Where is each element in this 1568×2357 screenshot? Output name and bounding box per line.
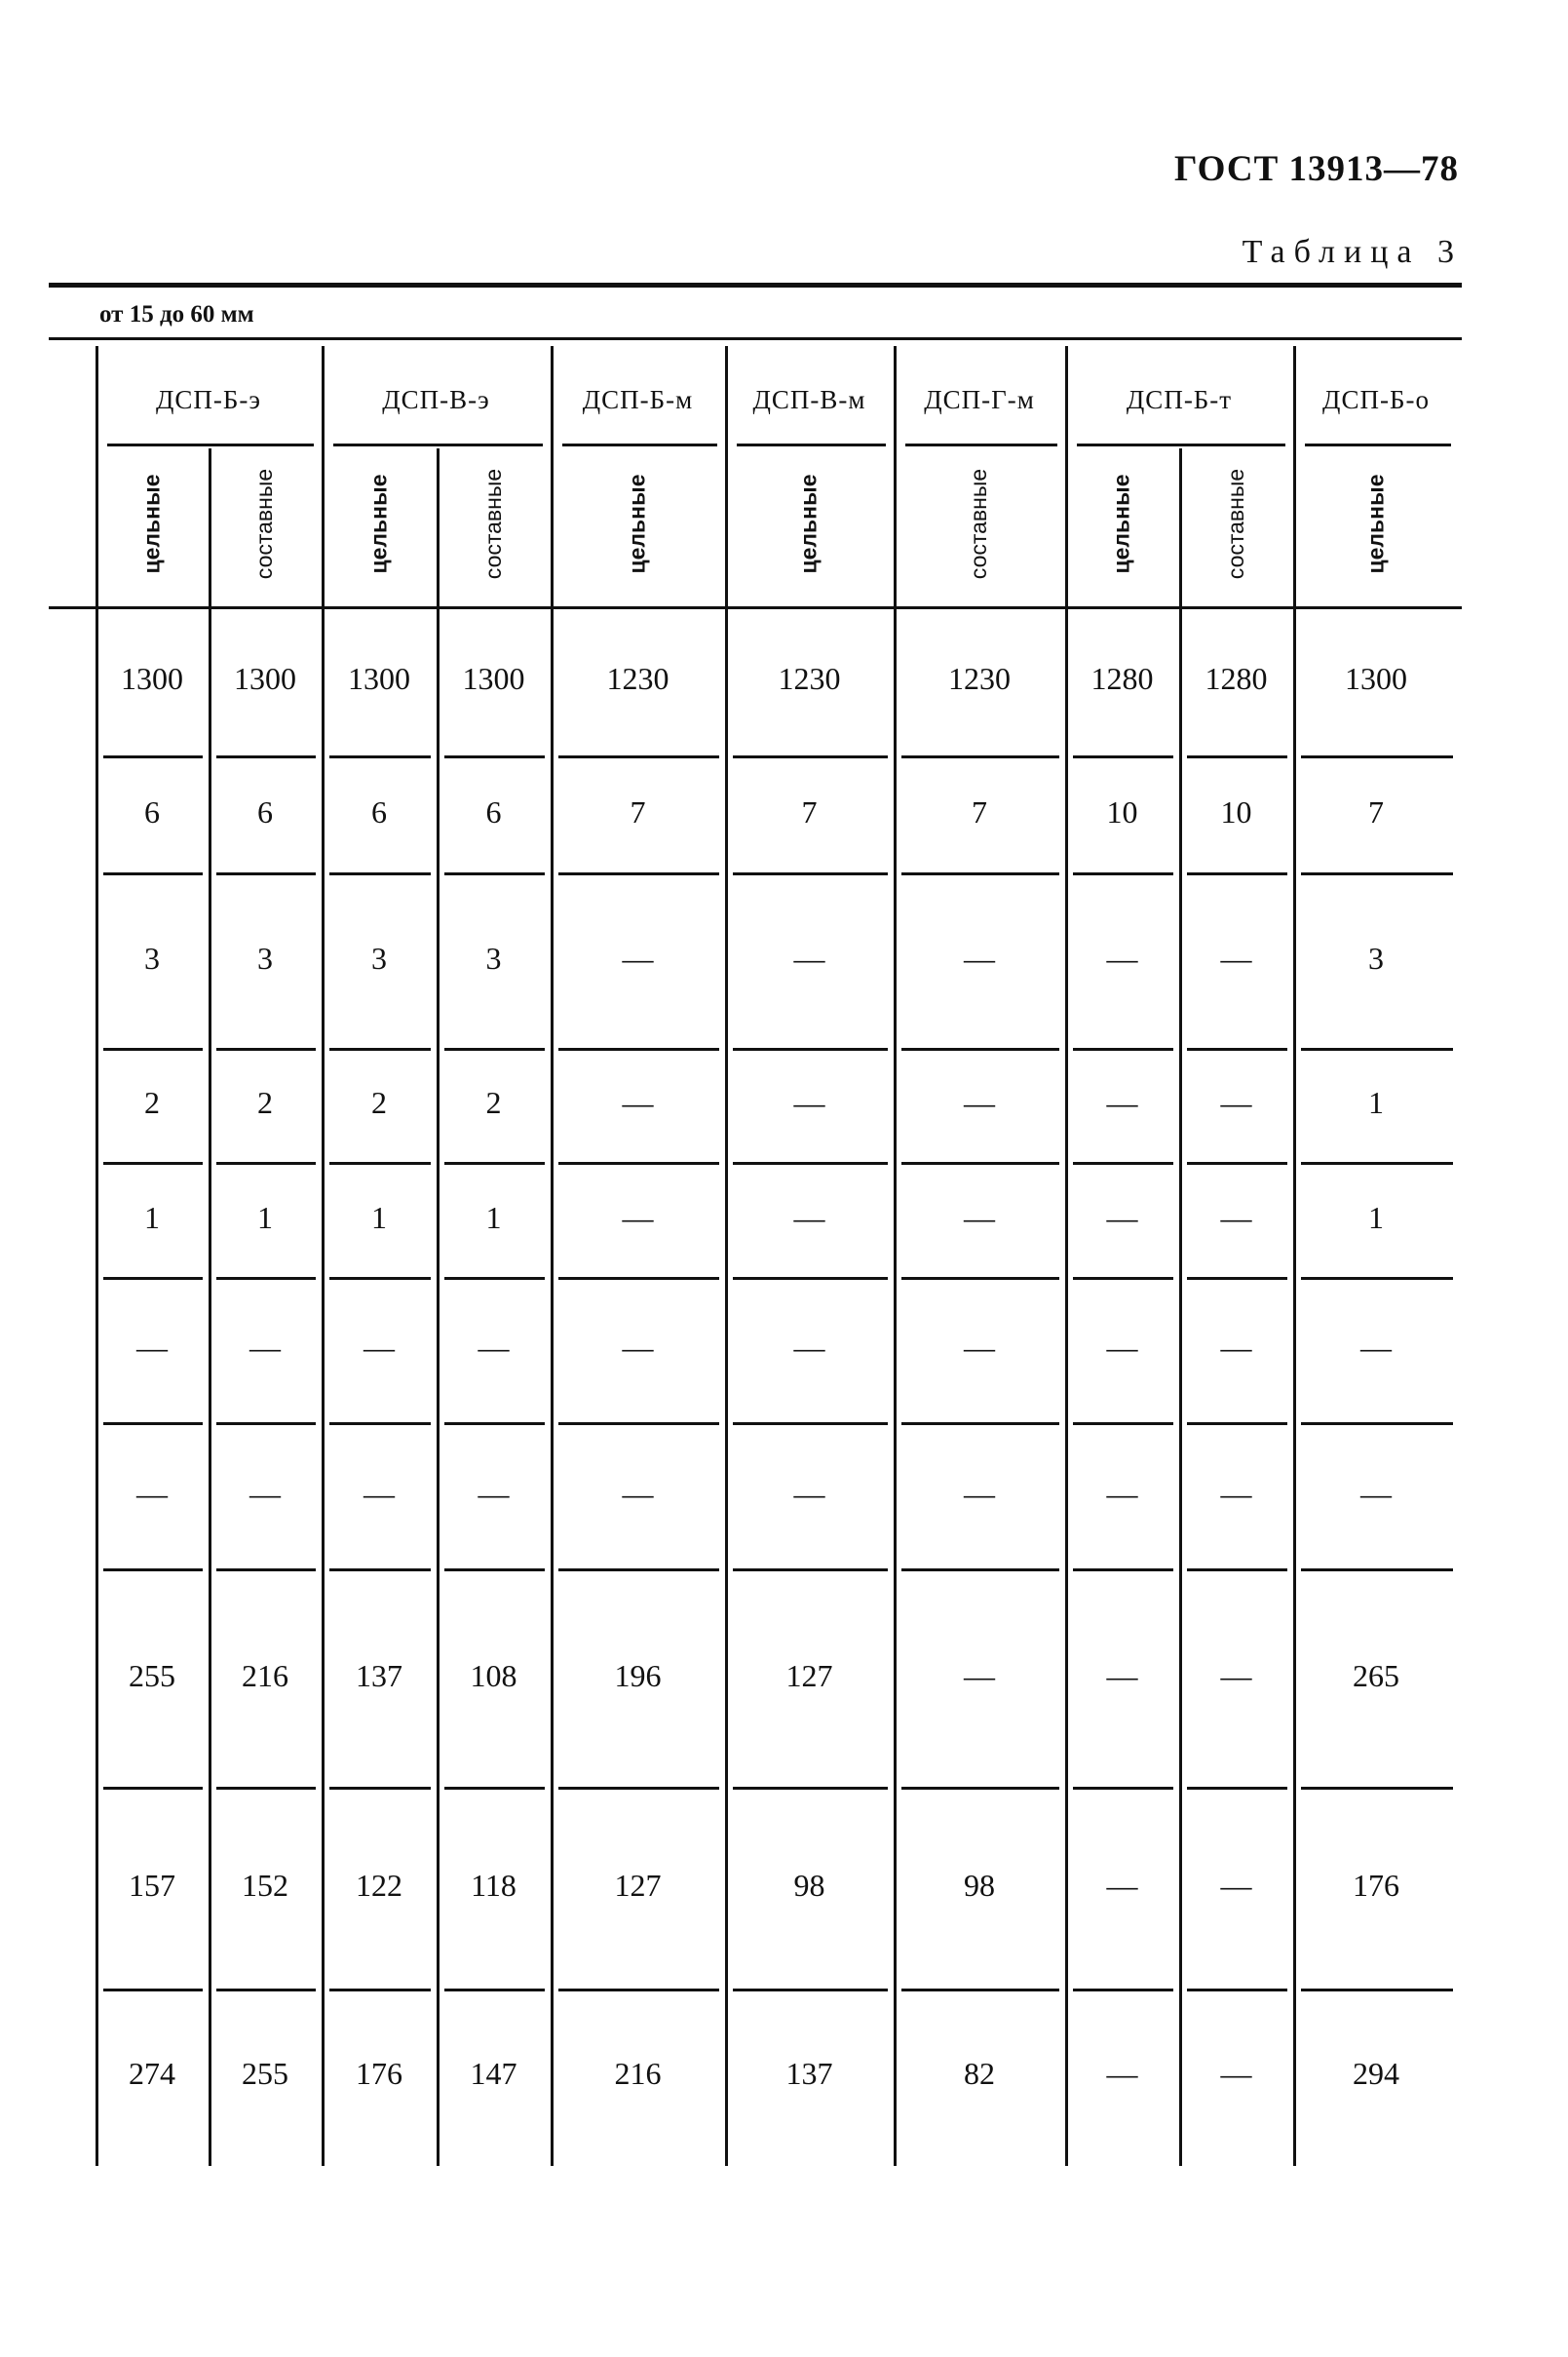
table-cell: 2 [485,1085,502,1120]
table-cell: — [1220,1199,1252,1235]
table-cell: 1230 [778,661,841,696]
table-cell: — [478,1475,510,1511]
table-cell: — [622,1085,654,1120]
table-cell: 1300 [234,661,296,696]
table-cell: — [964,1657,995,1693]
table-cell: — [1106,940,1138,976]
table-cell: — [1106,1330,1138,1365]
group-header: ДСП-Б-м [582,384,694,414]
table-cell: — [1220,1475,1252,1511]
column-subheader-label: цельные [1108,474,1134,574]
table-cell: 216 [242,1657,288,1693]
table-cell: — [793,1085,825,1120]
column-subheader [725,448,894,599]
table-cell: 1 [257,1199,273,1235]
table-cell: 6 [257,793,273,830]
column-subheader [894,448,1065,599]
table-cell: 82 [964,2056,995,2091]
column-subheader-label: составные [251,468,278,580]
column-subheader [551,448,725,599]
table-cell: 3 [371,940,387,976]
table-cell: 127 [785,1657,833,1693]
table-cell: 2 [257,1085,273,1120]
table-cell: 10 [1106,793,1138,830]
column-subheader-label: цельные [365,474,392,574]
table-cell: — [1106,1475,1138,1511]
table-cell: 7 [801,793,818,830]
column-subheader-label: цельные [624,474,650,574]
table-cell: — [1106,1199,1138,1235]
table-cell: — [793,940,825,976]
table-cell: 118 [471,1868,516,1903]
table-cell: 1 [371,1199,387,1235]
range-label: от 15 до 60 мм [99,301,254,328]
table-cell: 1280 [1205,661,1268,696]
table-cell: 216 [614,2056,662,2091]
group-header-underline [562,444,717,446]
group-header-underline [333,444,543,446]
column-subheader [322,448,437,599]
group-header-underline [905,444,1057,446]
table-cell: 137 [356,1657,402,1693]
column-subheader-label: цельные [1362,474,1389,574]
table-cell: — [1106,1657,1138,1693]
table-cell: 7 [972,793,987,830]
column-subheader-label: цельные [138,474,165,574]
table-cell: — [964,1330,995,1365]
table-cell: 274 [129,2056,175,2091]
table-cell: 176 [356,2056,402,2091]
table-cell: — [1220,1330,1252,1365]
column-subheader-label: цельные [795,474,822,574]
table-cell: 147 [470,2056,517,2091]
table-cell: — [363,1330,395,1365]
column-subheader [437,448,551,599]
table-cell: — [249,1330,281,1365]
column-subheader-label: составные [1223,468,1248,580]
table-cell: 255 [242,2056,288,2091]
table-cell: 176 [1353,1868,1399,1903]
document-id: ГОСТ 13913—78 [1174,149,1459,189]
column-subheader [1179,448,1293,599]
group-header-underline [107,444,314,446]
table-cell: 1300 [462,661,525,696]
table-cell: 7 [1368,793,1384,830]
table-cell: 255 [129,1657,175,1693]
column-subheader [209,448,322,599]
table-cell: 6 [371,793,387,830]
table-cell: — [793,1475,825,1511]
table-cell: — [136,1330,168,1365]
table-cell: 7 [630,793,646,830]
table-cell: 196 [614,1657,662,1693]
group-header: ДСП-Б-т [1126,384,1233,414]
group-header: ДСП-В-э [382,384,490,414]
table-cell: 6 [485,793,502,830]
top-rule [49,283,1462,288]
table-cell: 127 [614,1868,662,1903]
table-cell: 1280 [1090,661,1154,696]
table-cell: — [478,1330,510,1365]
table-cell: — [249,1475,281,1511]
table-cell: 157 [129,1868,175,1903]
table-cell: 98 [964,1868,995,1903]
table-cell: 1300 [121,661,183,696]
table-cell: — [1106,2056,1138,2091]
group-header: ДСП-Б-о [1322,384,1430,414]
table-cell: — [1220,1868,1252,1903]
table-cell: — [1360,1475,1392,1511]
table-cell: 1 [1368,1085,1384,1120]
table-cell: — [1220,2056,1252,2091]
table-cell: — [622,1330,654,1365]
table-cell: 1 [1368,1199,1384,1235]
table-cell: — [622,1199,654,1235]
table-cell: — [363,1475,395,1511]
table-cell: 2 [371,1085,387,1120]
table-label: Таблица 3 [1242,234,1463,270]
column-subheader-label: составные [480,468,506,580]
table-cell: — [1106,1085,1138,1120]
table-cell: — [136,1475,168,1511]
group-header-underline [1077,444,1285,446]
table-cell: 3 [144,940,160,976]
table-cell: 2 [144,1085,160,1120]
table-cell: — [1360,1330,1392,1365]
table-cell: — [1220,940,1252,976]
table-cell: — [964,1085,995,1120]
table-cell: 1230 [606,661,669,696]
table-cell: 1230 [948,661,1011,696]
table-cell: 3 [485,940,502,976]
group-header: ДСП-В-м [752,384,866,414]
table-cell: 6 [144,793,160,830]
column-subheader [1065,448,1179,599]
table-cell: 265 [1353,1657,1399,1693]
table-cell: — [1220,1085,1252,1120]
table-cell: 137 [785,2056,833,2091]
table-cell: 1300 [348,661,410,696]
group-header-underline [737,444,886,446]
table-cell: — [1220,1657,1252,1693]
range-rule [49,337,1462,340]
table-cell: 1 [144,1199,160,1235]
table-cell: 3 [1368,940,1384,976]
column-subheader-label: составные [966,468,992,580]
table-cell: — [1106,1868,1138,1903]
table-cell: 108 [470,1657,517,1693]
table-cell: 122 [356,1868,402,1903]
table-cell: 10 [1220,793,1252,830]
group-header: ДСП-Г-м [924,384,1035,414]
group-header: ДСП-Б-э [156,384,261,414]
table-cell: 294 [1353,2056,1399,2091]
table-cell: 152 [242,1868,288,1903]
table-cell: — [622,940,654,976]
table-cell: — [964,1199,995,1235]
table-cell: — [622,1475,654,1511]
table-cell: 3 [257,940,273,976]
table-cell: — [964,940,995,976]
table-cell: — [964,1475,995,1511]
table-cell: — [793,1199,825,1235]
group-header-underline [1305,444,1451,446]
column-subheader [1293,448,1459,599]
column-subheader [96,448,209,599]
table-cell: 1 [485,1199,502,1235]
table-cell: 1300 [1345,661,1407,696]
table-cell: — [793,1330,825,1365]
table-cell: 98 [793,1868,825,1903]
